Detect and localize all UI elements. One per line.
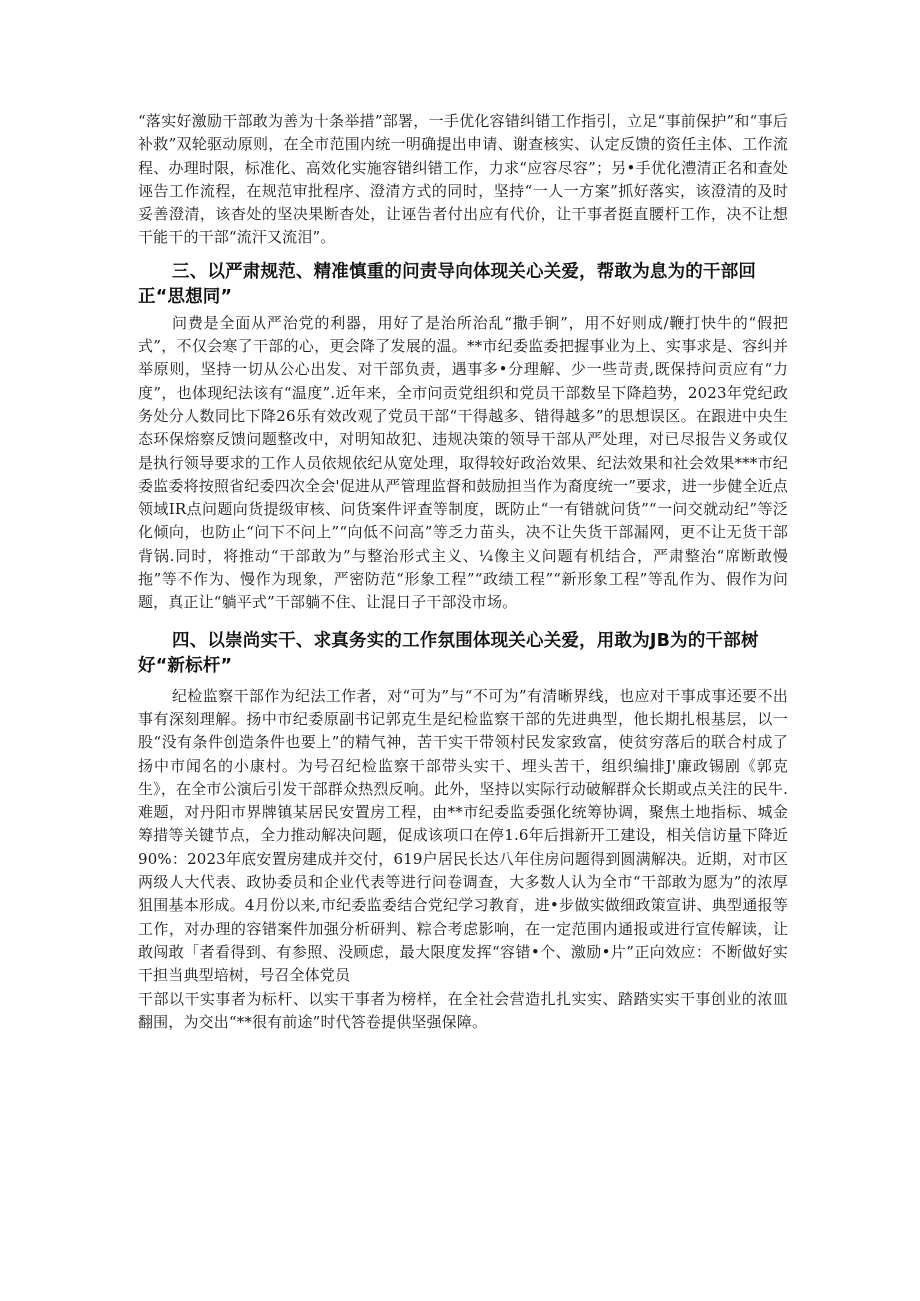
section-4-paragraph-end: 干部以干实事者为标杆、以实干事者为榜样，在全社会营造扎扎实实、踏踏实实干事创业的浓皿翻围，为交出“**很有前途”时代答卷提供坚强保障。 bbox=[138, 989, 788, 1031]
section-3-heading: 三、以严肃规范、精准慎重的问责导向体现关心关爱，帮敢为息为的干部回正“思想同” bbox=[138, 261, 757, 307]
section-4-paragraph: 纪检监察干部作为纪法工作者，对“可为”与“不可为”有清晰界线，也应对干事成事还要不出事有深刻理解。扬中市纪委原副书记郭克生是纪检监察干部的先进典型，他长期扎根基层，以一股“没有条件创造条件也要上”的精气神，苦干实干带领村民发家致富，使贫穷落后的联合村成了扬中市闻名的小康村。为号召纪检监察干部带头实干、埋头苦干，组织编排J'廉政锡剧《郭克生》，在全市公演后引发干部群众热烈反响。此外，坚持以实际行动破解群众长期或点关注的民牛.难题，对丹阳市界牌镇某居民安置房工程，由**市纪委监委强化统筹协调，聚焦土地指标、城金筹措等关键节点，全力推动解决问题，促成该项口在停1.6年后揖新开工建设，相关信访量下降近90%：2023年底安置房建成并交付，619户居民长达八年住房问题得到圆满解决。近期，对市区两级人大代表、政协委员和企业代表等进行问卷调查，大多数人认为全市“干部敢为愿为”的浓厚狙围基本形成。4月份以来,市纪委监委结合党纪学习教育，进•步做实做细政策宣讲、典型通报等工作，对办理的容错案件加强分析研判、粽合考虑影响，在一定范围内通报或进行宣传解读，让敢闯敢「者看得到、有参照、没顾虑，最大限度发挥“容错•个、激励•片”正向效应：不断做好实干担当典型培树，号召全体党员 bbox=[138, 686, 788, 985]
document-page bbox=[138, 110, 788, 1034]
section-3-paragraph: 问费是全面从严治党的利器，用好了是治所治乱“撒手锏”，用不好则成/鞭打快牛的“假把式”，不仅会寒了干部的心，更会降了发展的温。**市纪委监委把握事业为上、实事求是、容纠并举原则，坚持一切从公心出发、对干部负责，遇事多•分理解、少一些苛责,既保持问贡应有“力度”，也体现纪法该有“温度”.近年来，全市问贡党组织和党员干部数呈下降趋势，2023年党纪政务处分人数同比下降26乐有效改观了党员干部“干得越多、错得越多”的思想误区。在跟进中央生态环保熔察反馈问题整改中，对明知故犯、违规决策的领导干部从严处理，对已尽报告义务或仅是执行领导要求的工作人员依规依纪从宽处理，取得较好政治效果、纪法效果和社会效果***市纪委监委将按照省纪委四次全会'促进从严管理监督和鼓励担当作为裔度统一”要求，进一步健全近点领域IR点问题向货提级审核、问货案件评查等制度，既防止“一有错就问货”“一问交就动纪”等泛化倾向，也防止“问下不问上”“向低不问高”等乏力苗头，决不让失货干部漏网，更不让无货干部背锅.同时，将推动“干部敢为”与整治形式主义、¼像主义问题有机结合，严肃整治“席断敢慢拖”等不作为、慢作为现象，严密防范“形象工程”“政绩工程”“新形象工程”等乱作为、假作为问题，真正让“躺平式”干部躺不住、让混日子干部没市场。 bbox=[138, 313, 788, 612]
section-4-heading: 四、以崇尚实干、求真务实的工作氛围体现关心关爱，用敢为JB为的干部树好“新标杆” bbox=[138, 630, 759, 676]
intro-paragraph: “落实好激励干部敢为善为十条举措”部署，一手优化容错纠错工作指引，立足“事前保护”和“事后补救”双轮驱动原则，在全市范围内统一明确提出申请、谢查核实、认定反馈的资任主体、工作流程、办理时限，标准化、高效化实施容错纠错工作，力求“应容尽容”；另•手优化澧清正名和查处诬告工作流程，在规范审批程序、澄清方式的同时，坚持“一人一方案”抓好落实，该澄清的及时妥善澄清，该杳处的坚决果断杳处，让诬告者付出应有代价，让干事者挺直腰杆工作，决不让想干能干的干部“流汗又流泪”。 bbox=[138, 112, 788, 247]
